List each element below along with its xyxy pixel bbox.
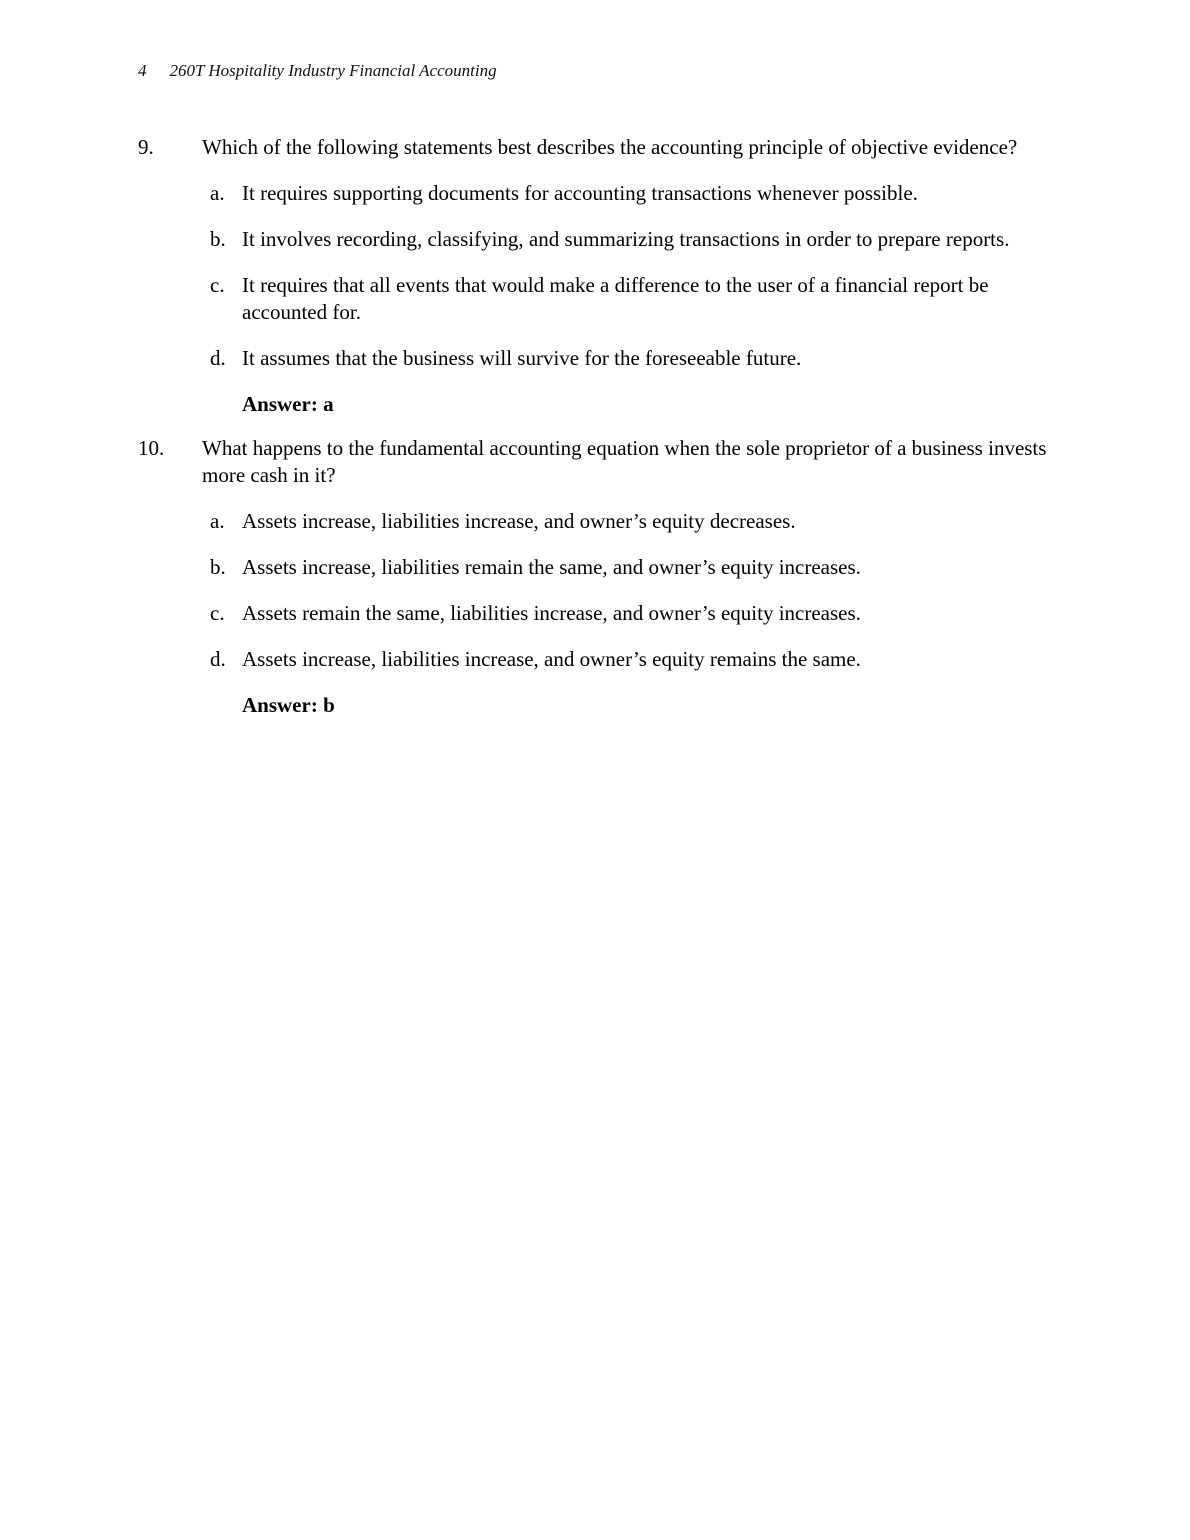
option-letter: c. (210, 273, 225, 297)
answer-text: Answer: a (242, 392, 334, 416)
question-stem-row (138, 134, 1140, 161)
option-row (210, 508, 1140, 535)
option-row (210, 554, 1140, 581)
question-text: What happens to the fundamental accounting equation when the sole proprietor of a business invests more cash in it? (202, 436, 1047, 487)
option-letter: b. (210, 227, 226, 251)
option-text: Assets increase, liabilities remain the same, and owner’s equity increases. (242, 555, 861, 579)
answer-text: Answer: b (242, 693, 335, 717)
option-text: Assets remain the same, liabilities increase, and owner’s equity increases. (242, 601, 861, 625)
option-letter: d. (210, 647, 226, 671)
questions-list (0, 134, 1190, 719)
option-row (210, 345, 1140, 372)
page-number: 4 (138, 61, 147, 80)
option-letter: d. (210, 346, 226, 370)
question-block (138, 435, 1140, 719)
option-letter: a. (210, 181, 225, 205)
option-text: Assets increase, liabilities increase, and owner’s equity decreases. (242, 509, 796, 533)
option-text: It requires that all events that would make a difference to the user of a financial report be accounted for. (242, 273, 989, 324)
option-letter: a. (210, 509, 225, 533)
option-row (210, 272, 1140, 326)
option-letter: c. (210, 601, 225, 625)
option-text: It involves recording, classifying, and summarizing transactions in order to prepare reports. (242, 227, 1010, 251)
option-row (210, 600, 1140, 627)
page-header (0, 0, 1190, 82)
options-list (210, 508, 1140, 673)
option-text: It assumes that the business will survive for the foreseeable future. (242, 346, 802, 370)
option-row (210, 646, 1140, 673)
options-list (210, 180, 1140, 372)
option-row (210, 226, 1140, 253)
option-letter: b. (210, 555, 226, 579)
question-number: 9. (138, 135, 154, 159)
question-stem-row (138, 435, 1140, 489)
question-text: Which of the following statements best describes the accounting principle of objective evidence? (202, 135, 1018, 159)
question-block (138, 134, 1140, 418)
question-number: 10. (138, 436, 165, 460)
option-row (210, 180, 1140, 207)
header-title: 260T Hospitality Industry Financial Accounting (169, 61, 497, 80)
option-text: Assets increase, liabilities increase, and owner’s equity remains the same. (242, 647, 861, 671)
option-text: It requires supporting documents for accounting transactions whenever possible. (242, 181, 918, 205)
